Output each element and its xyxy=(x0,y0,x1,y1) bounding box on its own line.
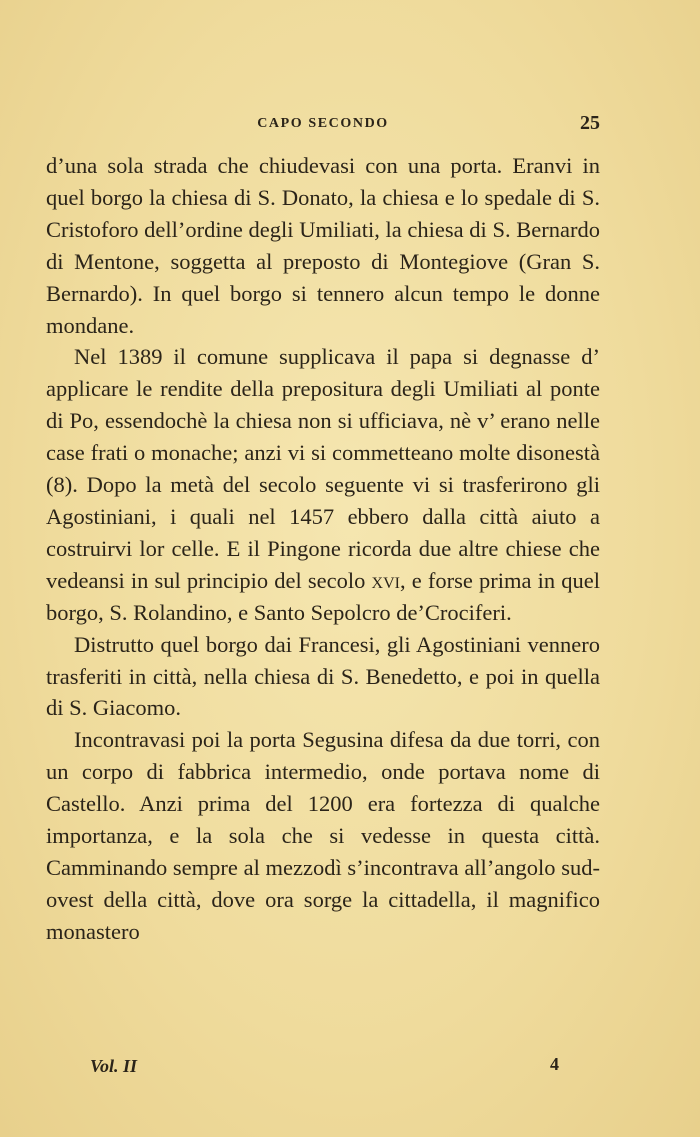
paragraph-4: Incontravasi poi la porta Segusina difesa da due torri, con un corpo di fabbrica intermedio, onde portava nome di Castello. Anzi prima del 1200 era fortezza di qualche importanza, e la sola che si vedesse in questa città. Camminando sempre al mezzodì s’incontrava all’angolo sud-ovest della città, dove ora sorge la cittadella, il magnifico monastero xyxy=(46,727,600,944)
century-numeral: xvi xyxy=(371,567,400,593)
signature-number: 4 xyxy=(550,1054,559,1074)
paragraph-3: Distrutto quel borgo dai Francesi, gli Agostiniani vennero trasferiti in città, nella chiesa di S. Benedetto, e poi in quella di S. Giacomo. xyxy=(46,631,600,721)
paragraph-2-text-before: Nel 1389 il comune supplicava il papa si degnasse d’ applicare le rendite della prepositura degli Umiliati al ponte di Po, essendochè la chiesa non si ufficiava, nè v’ erano nelle case frati o monache; anzi vi si commetteano molte disonestà (8). Dopo la metà del secolo seguente vi si trasferirono gli Agostiniani, i quali nel 1457 ebbero dalla città aiuto a costruirvi lor celle. E il Pingone ricorda due altre chiese che vedeansi in sul principio del secolo xyxy=(46,344,600,593)
paragraph-2 xyxy=(46,341,600,628)
paragraph-1: d’una sola strada che chiudevasi con una porta. Eranvi in quel borgo la chiesa di S. Donato, la chiesa e lo spedale di S. Cristoforo dell’ordine degli Umiliati, la chiesa di S. Bernardo di Mentone, soggetta al preposto di Montegiove (Gran S. Bernardo). In quel borgo si tennero alcun tempo le donne mondane. xyxy=(46,153,600,338)
running-head xyxy=(46,112,600,136)
body-text xyxy=(46,150,600,948)
page-footer xyxy=(46,1056,600,1084)
volume-signature: Vol. II xyxy=(90,1056,138,1076)
page-number: 25 xyxy=(580,112,600,134)
running-title: CAPO SECONDO xyxy=(257,116,389,131)
paragraph-2-text-after: , e forse prima in quel borgo, S. Rolandino, e Santo Sepolcro de’Crociferi. xyxy=(46,567,600,625)
